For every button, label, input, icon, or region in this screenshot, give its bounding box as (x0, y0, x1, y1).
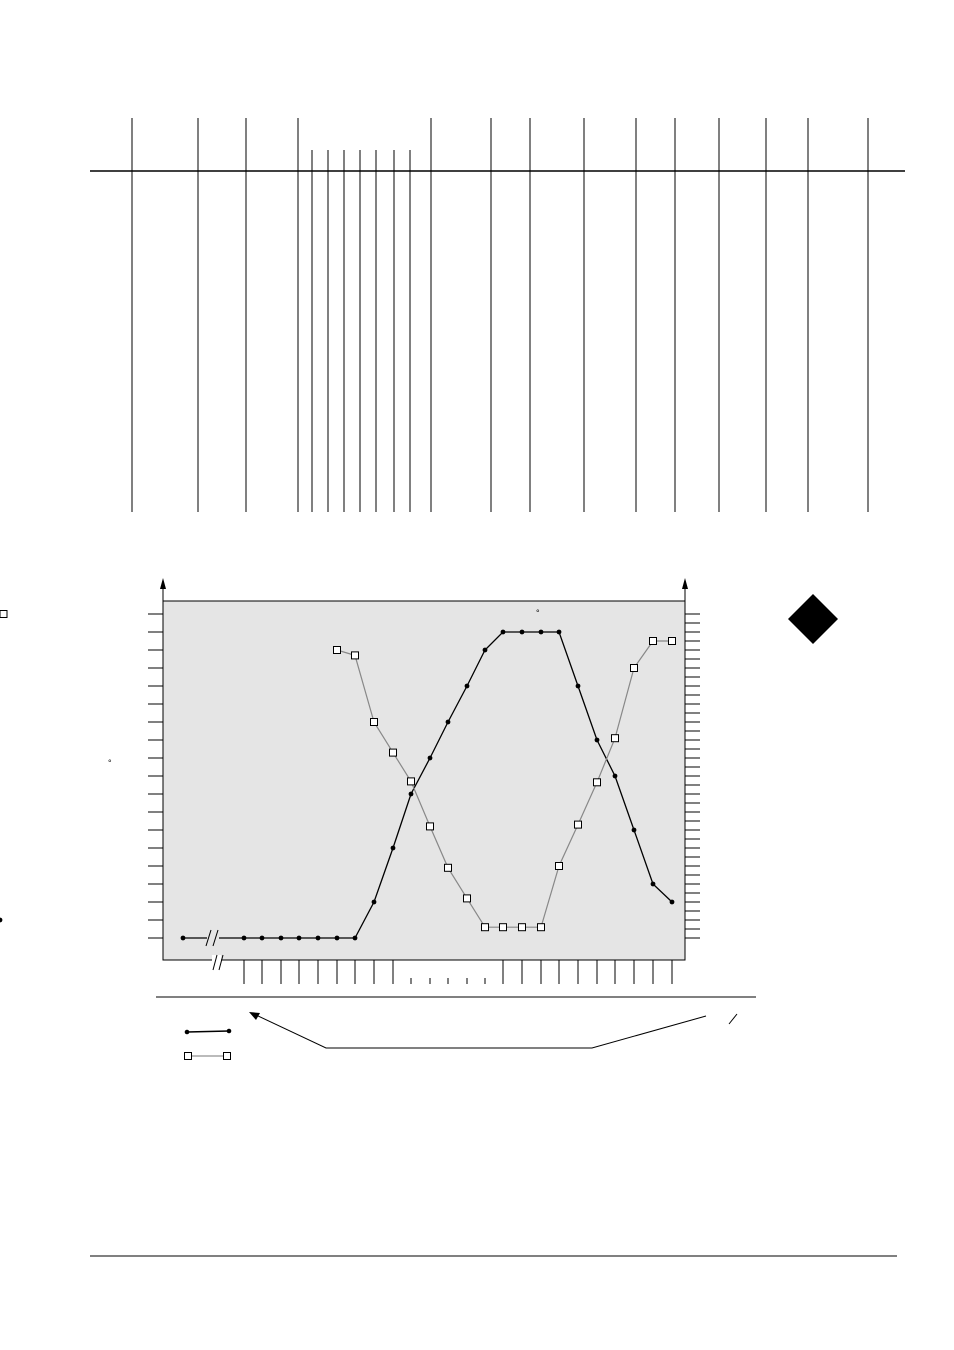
series-2-point (519, 924, 526, 931)
series-2-point (631, 665, 638, 672)
series-1-point (446, 720, 451, 725)
series-2-point (427, 823, 434, 830)
series-2-point (352, 652, 359, 659)
series-2-point (556, 863, 563, 870)
degree-mark-plot: ° (536, 608, 540, 618)
series-2-point (594, 779, 601, 786)
series-1-point (260, 936, 265, 941)
series-1-point (181, 936, 186, 941)
series-2-point (575, 821, 582, 828)
series-1-point (613, 774, 618, 779)
series-1-point (576, 684, 581, 689)
series-2-point (669, 638, 676, 645)
series-2-point (0, 611, 7, 618)
series-2-point (445, 864, 452, 871)
series-1-point (279, 936, 284, 941)
series-2-point (464, 895, 471, 902)
series-1-point (335, 936, 340, 941)
series-1-point (409, 792, 414, 797)
series-1-point (0, 918, 2, 923)
series-1-point (632, 828, 637, 833)
series-1-point (557, 630, 562, 635)
legend-entry-filled-circle (185, 1029, 232, 1035)
plot-area (163, 601, 685, 960)
series-2-point (612, 735, 619, 742)
series-1-point (501, 630, 506, 635)
callout-arrow (249, 1012, 737, 1048)
series-2-point (482, 924, 489, 931)
ruled-table (90, 118, 905, 512)
series-1-point (391, 846, 396, 851)
series-1-point (651, 882, 656, 887)
series-1-point (242, 936, 247, 941)
line-chart (0, 578, 700, 984)
legend-entry-open-square (185, 1053, 231, 1060)
series-1-point (483, 648, 488, 653)
slash-mark (729, 1014, 737, 1024)
series-1-point (353, 936, 358, 941)
degree-mark-axis: ° (108, 758, 112, 768)
series-1-point (539, 630, 544, 635)
series-2-point (408, 778, 415, 785)
series-2-point (500, 924, 507, 931)
legend (156, 997, 756, 1060)
series-1-point (465, 684, 470, 689)
series-2-point (390, 749, 397, 756)
series-1-point (428, 756, 433, 761)
series-1-point (670, 900, 675, 905)
left-axis-ticks (148, 614, 163, 938)
left-axis-arrow-icon (160, 578, 166, 589)
right-axis-arrow-icon (682, 578, 688, 589)
diamond-marker-icon (788, 594, 838, 644)
series-1-point (520, 630, 525, 635)
right-axis-ticks (685, 614, 700, 938)
series-1-point (372, 900, 377, 905)
series-1-point (595, 738, 600, 743)
series-2-point (371, 719, 378, 726)
series-2-point (538, 924, 545, 931)
x-axis-ticks (244, 960, 672, 984)
series-2-point (650, 638, 657, 645)
series-1-point (297, 936, 302, 941)
series-2-point (334, 647, 341, 654)
series-1-point (316, 936, 321, 941)
